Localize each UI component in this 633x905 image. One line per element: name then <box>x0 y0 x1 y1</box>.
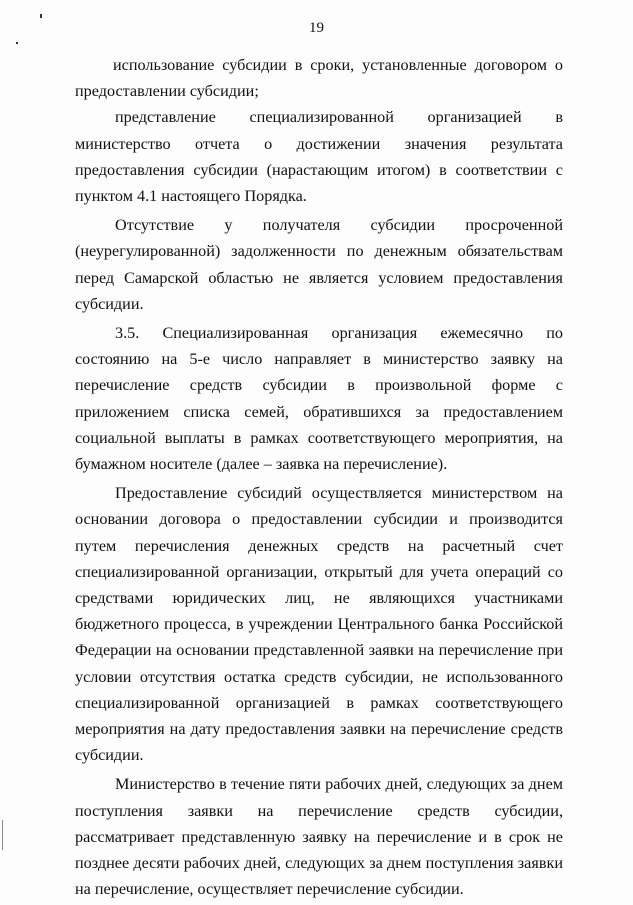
scan-mark <box>16 42 18 44</box>
page-number: 19 <box>309 20 324 36</box>
scan-mark <box>40 14 42 18</box>
paragraph-1: использование субсидии в сроки, установленные договором о предоставлении субсидии; <box>75 56 563 101</box>
scan-mark <box>2 820 3 850</box>
paragraph-4: 3.5. Специализированная организация ежемесячно по состоянию на 5-е число направляет в министерство заявку на перечисление средств субсидии в произвольной форме с приложением списка семей, обратившихся за предоставлением социальной выплаты в рамках соответствующего мероприятия, на бумажном носителе (далее – заявка на перечисление). <box>75 324 563 474</box>
paragraph-6: Министерство в течение пяти рабочих дней, следующих за днем поступления заявки на перечисление средств субсидии, рассматривает представленную заявку на перечисление и в срок не позднее десяти рабочих дней, следующих за днем поступления заявки на перечисление, осуществляет перечисление субсидии. <box>75 775 563 899</box>
paragraph-2: представление специализированной организацией в министерство отчета о достижении значения результата предоставления субсидии (нарастающим итогом) в соответствии с пунктом 4.1 настоящего Порядка. <box>75 108 563 206</box>
document-body <box>75 52 563 903</box>
paragraph-5: Предоставление субсидий осуществляется министерством на основании договора о предоставлении субсидии и производится путем перечисления денежных средств на расчетный счет специализированной организации, открытый для учета операций со средствами юридических лиц, не являющихся участниками бюджетного процесса, в учреждении Центрального банка Российской Федерации на основании представленной заявки на перечисление при условии отсутствия остатка средств субсидии, не использованного специализированной организацией в рамках соответствующего мероприятия на дату предоставления заявки на перечисление средств субсидии. <box>75 484 563 765</box>
paragraph-3: Отсутствие у получателя субсидии просроченной (неурегулированной) задолженности по денежным обязательствам перед Самарской областью не является условием предоставления субсидии. <box>75 216 563 313</box>
